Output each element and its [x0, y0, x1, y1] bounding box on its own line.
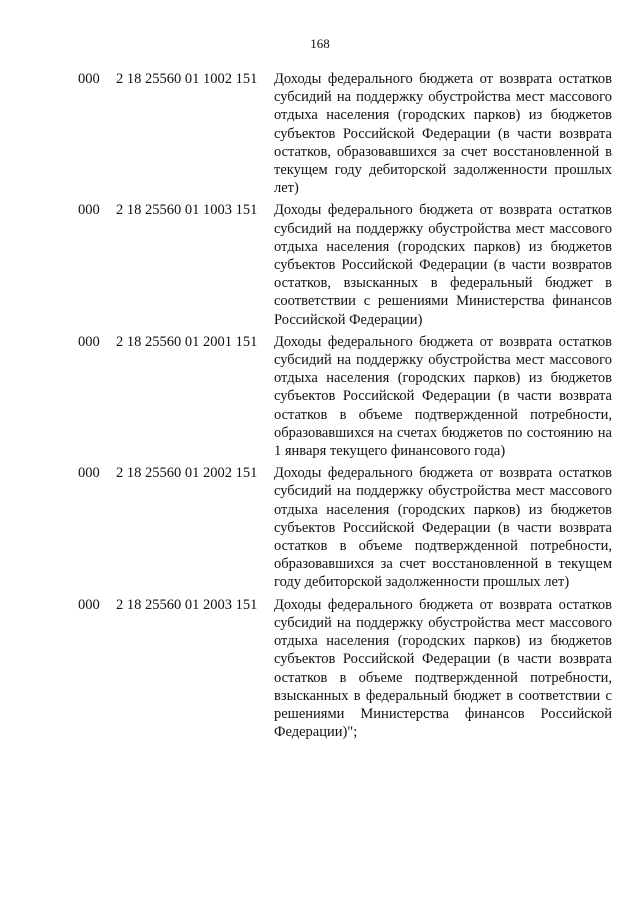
- table-row: [78, 464, 618, 591]
- budget-classification-code: 2 18 25560 01 2003 151: [116, 596, 258, 613]
- table-row: [78, 596, 618, 742]
- admin-code: 000: [78, 465, 100, 482]
- table-row: [78, 333, 618, 460]
- page-number: 168: [310, 36, 330, 51]
- admin-code: 000: [78, 71, 100, 87]
- admin-code: 000: [78, 333, 100, 350]
- table-row: [78, 70, 618, 197]
- revenue-description: Доходы федерального бюджета от возврата остатков субсидий на поддержку обустройства мест массового отдыха населения (городских парков) из бюджетов субъектов Российской Федерации (в части возврата остатков в объеме подтвержденной потребности, образовавшихся на счетах бюджетов по состоянию на 1 января текущего финансового года): [274, 333, 612, 460]
- budget-classification-code: 2 18 25560 01 2001 151: [116, 333, 258, 350]
- budget-classification-code: 2 18 25560 01 1002 151: [116, 71, 258, 87]
- admin-code: 000: [78, 596, 100, 613]
- budget-classification-code: 2 18 25560 01 2002 151: [116, 465, 258, 482]
- table-row: [78, 201, 618, 328]
- revenue-description: Доходы федерального бюджета от возврата остатков субсидий на поддержку обустройства мест массового отдыха населения (городских парков) из бюджетов субъектов Российской Федерации (в части возврата остатков в объеме подтвержденной потребности, образовавшихся за счет восстановленной в текущем году дебиторской задолженности прошлых лет): [274, 465, 612, 591]
- budget-classification-code: 2 18 25560 01 1003 151: [116, 202, 258, 219]
- revenue-description: Доходы федерального бюджета от возврата остатков субсидий на поддержку обустройства мест массового отдыха населения (городских парков) из бюджетов субъектов Российской Федерации (в части возврата остатков, образовавшихся за счет восстановленной в текущем году дебиторской задолженности прошлых лет): [274, 71, 612, 197]
- budget-code-table: [78, 70, 618, 745]
- revenue-description: Доходы федерального бюджета от возврата остатков субсидий на поддержку обустройства мест массового отдыха населения (городских парков) из бюджетов субъектов Российской Федерации (в части возвратов остатков, взысканных в федеральный бюджет в соответствии с решениями Министерства финансов Российской Федерации): [274, 202, 612, 328]
- revenue-description: Доходы федерального бюджета от возврата остатков субсидий на поддержку обустройства мест массового отдыха населения (городских парков) из бюджетов субъектов Российской Федерации (в части возврата остатков в объеме подтвержденной потребности, взысканных в федеральный бюджет в соответствии с решениями Министерства финансов Российской Федерации)";: [274, 596, 612, 741]
- admin-code: 000: [78, 202, 100, 219]
